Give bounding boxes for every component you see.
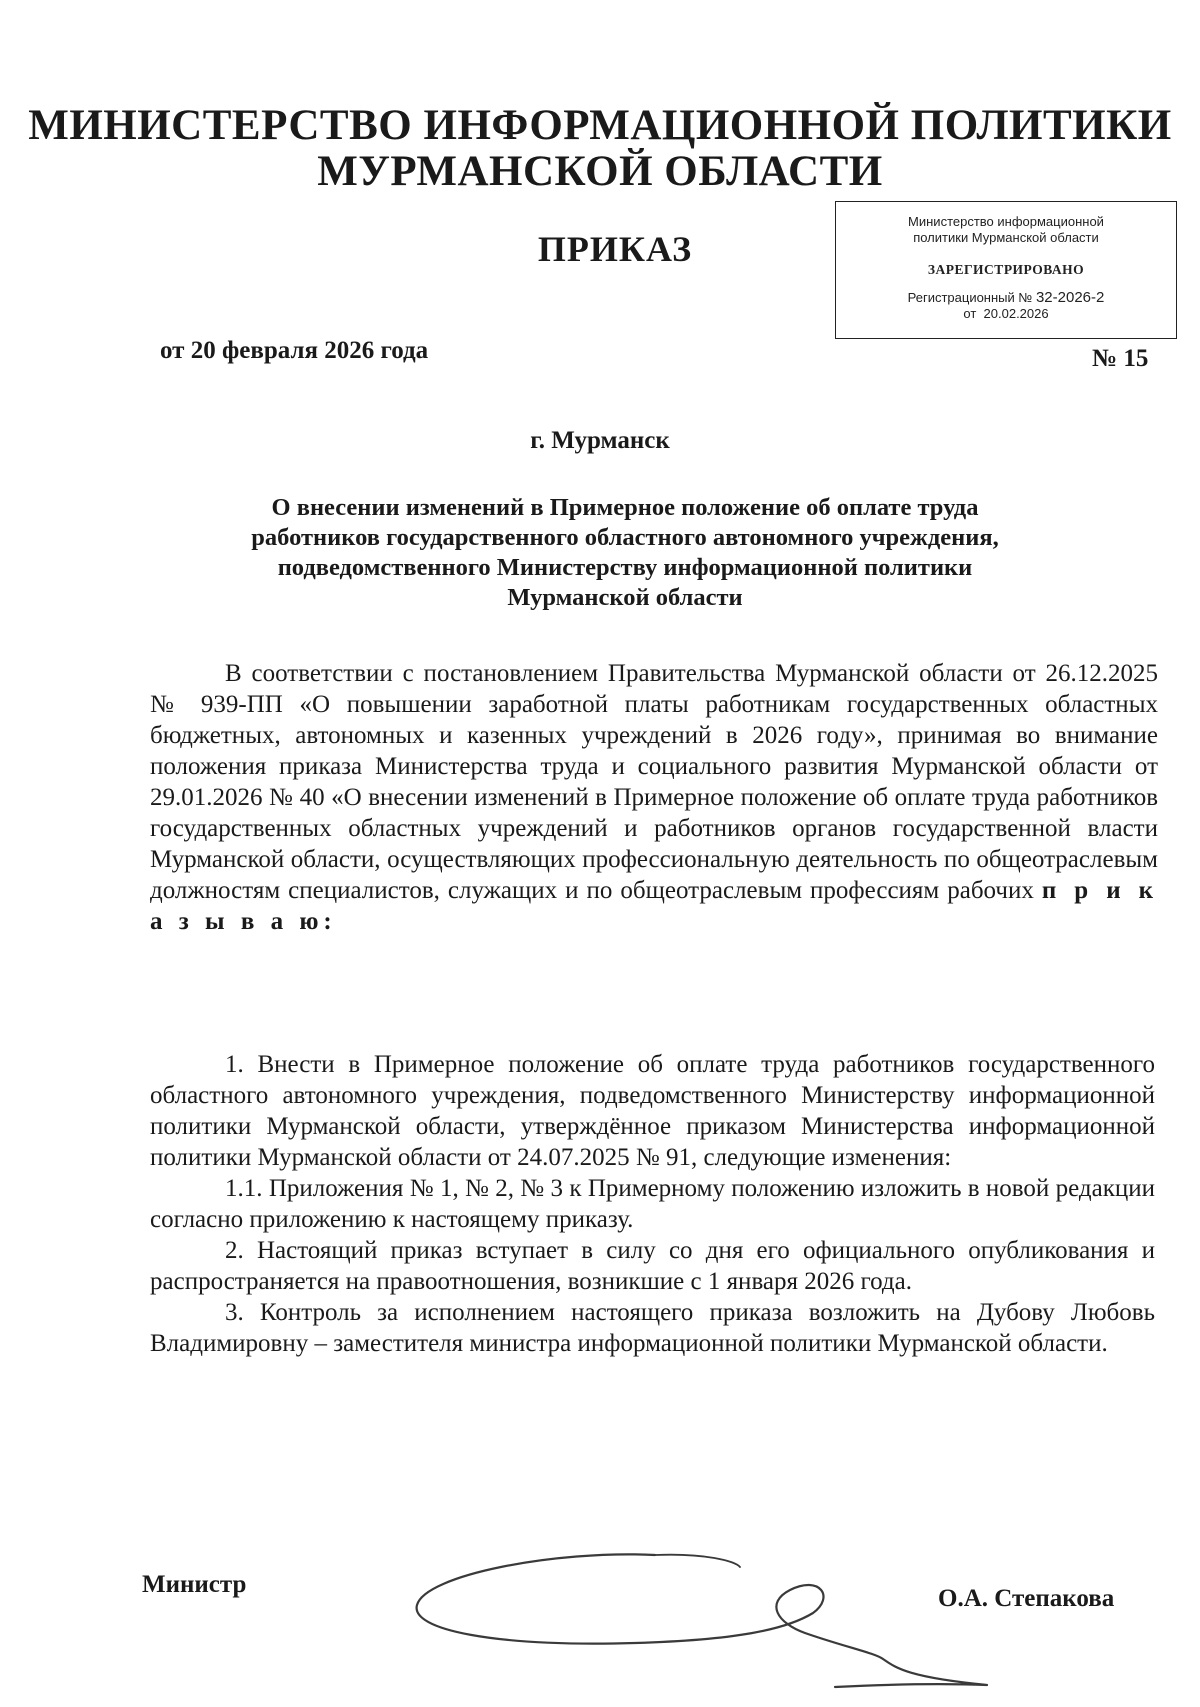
document-type: ПРИКАЗ: [537, 229, 693, 269]
document-subject: [150, 493, 1100, 613]
order-word: п р и к а з ы в а ю:: [150, 877, 1159, 935]
subject-line-1: О внесении изменений в Примерное положение об оплате труда: [271, 494, 979, 521]
document-date: от 20 февраля 2026 года: [160, 337, 429, 364]
subject-line-3: подведомственного Министерству информационной политики: [277, 554, 973, 581]
registration-stamp: [835, 201, 1177, 339]
stamp-org-line-2: политики Мурманской области: [913, 230, 1099, 245]
item-3: 3. Контроль за исполнением настоящего приказа возложить на Дубову Любовь Владимировну – заместителя министра информационной политики Мурманской области.: [150, 1299, 1155, 1357]
stamp-reg-number: 32-2026-2: [1035, 289, 1105, 306]
organization-header: [0, 103, 1200, 195]
preamble-text: В соответствии с постановлением Правительства Мурманской области от 26.12.2025 № 939-ПП «О повышении заработной платы работникам государственных областных бюджетных, автономных и казенных учреждений в 2026 году», принимая во внимание положения приказа Министерства труда и социального развития Мурманской области от 29.01.2026 № 40 «О внесении изменений в Примерное положение об оплате труда работников государственных областных учреждений и работников органов государственной власти Мурманской области, осуществляющих профессиональную деятельность по общеотраслевым должностям специалистов, служащих и по общеотраслевым профессиям рабочих: [150, 660, 1158, 904]
stamp-org-line-1: Министерство информационной: [908, 214, 1104, 229]
subject-line-4: Мурманской области: [507, 584, 743, 611]
stamp-reg-label: Регистрационный №: [907, 290, 1033, 305]
signatory-name: О.А. Степакова: [938, 1585, 1115, 1612]
preamble-section: [150, 658, 1158, 937]
document-number: № 15: [1092, 345, 1149, 372]
stamp-status: ЗАРЕГИСТРИРОВАНО: [927, 262, 1085, 277]
item-1: 1. Внести в Примерное положение об оплате труда работников государственного областного автономного учреждения, подведомственного Министерству информационной политики Мурманской области, утверждённое приказом Министерства информационной политики Мурманской области от 24.07.2025 № 91, следующие изменения:: [150, 1051, 1155, 1171]
org-line-2: МУРМАНСКОЙ ОБЛАСТИ: [317, 148, 883, 195]
org-line-1: МИНИСТЕРСТВО ИНФОРМАЦИОННОЙ ПОЛИТИКИ: [28, 102, 1172, 149]
stamp-date: 20.02.2026: [983, 306, 1049, 321]
stamp-date-label: от: [963, 306, 977, 321]
document-city: г. Мурманск: [530, 427, 670, 454]
stamp-organization: [836, 214, 1176, 246]
item-2: 2. Настоящий приказ вступает в силу со дня его официального опубликования и распространяется на правоотношения, возникшие с 1 января 2026 года.: [150, 1237, 1155, 1295]
handwritten-signature: [405, 1535, 995, 1695]
signatory-role: Министр: [142, 1571, 247, 1598]
subject-line-2: работников государственного областного автономного учреждения,: [251, 524, 999, 551]
preamble-paragraph: [150, 658, 1158, 937]
order-items: [150, 1049, 1155, 1359]
item-1-1: 1.1. Приложения № 1, № 2, № 3 к Примерному положению изложить в новой редакции согласно приложению к настоящему приказу.: [150, 1175, 1155, 1233]
stamp-registration: [836, 290, 1176, 322]
